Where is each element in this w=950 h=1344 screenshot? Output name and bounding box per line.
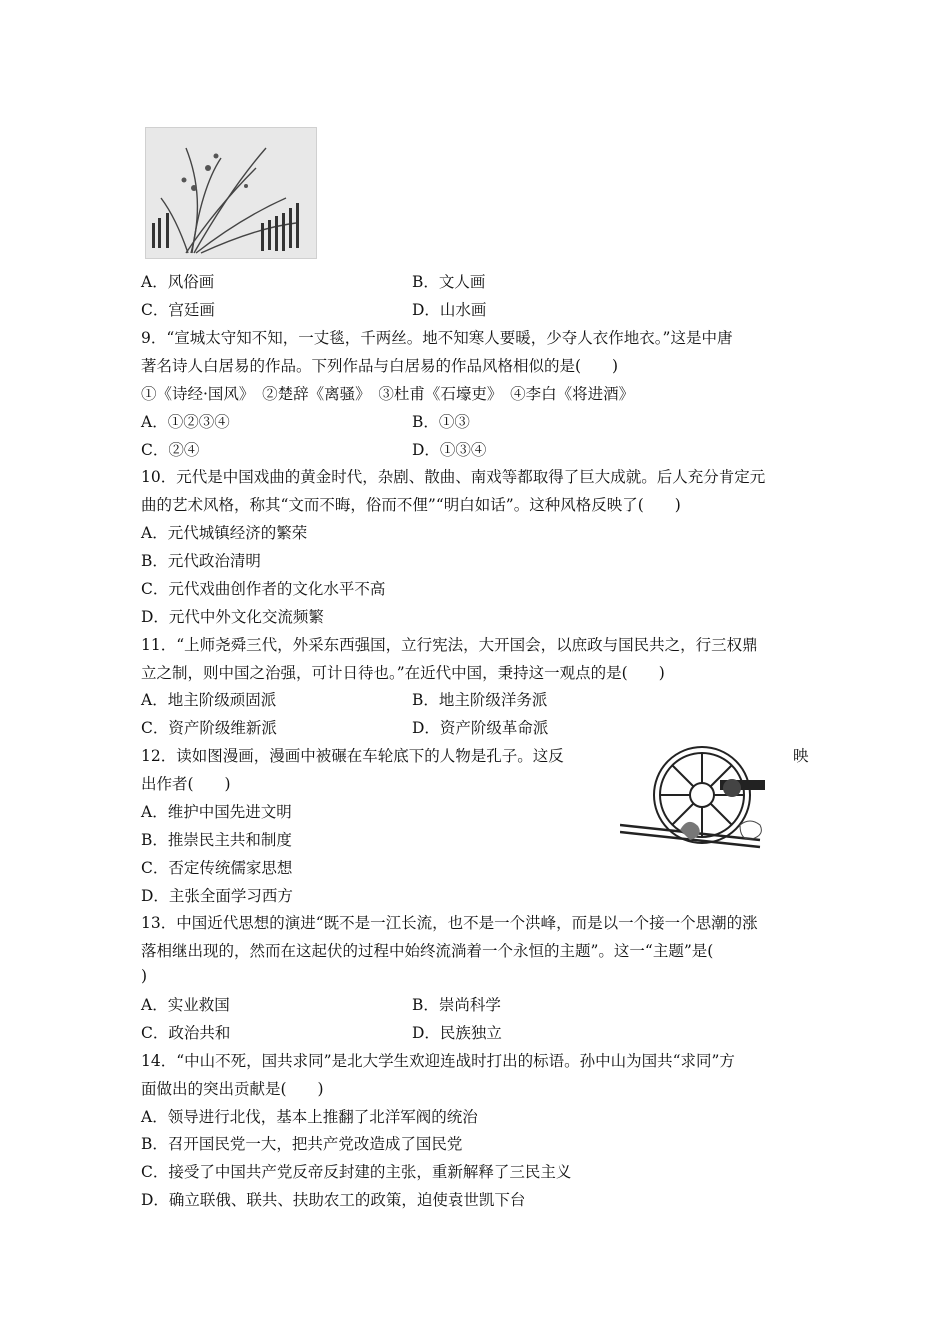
q12-option-d: D．主张全面学习西方 — [141, 887, 293, 905]
q13-option-c: C．政治共和 — [141, 1024, 231, 1042]
q9-items: ①《诗经·国风》 ②楚辞《离骚》 ③杜甫《石壕吏》 ④李白《将进酒》 — [141, 385, 635, 403]
q12-stem-line2: 出作者( ) — [141, 775, 231, 793]
q9-option-d: D．①③④ — [412, 441, 487, 459]
q12-option-b: B．推崇民主共和制度 — [141, 831, 292, 849]
q8-option-b: B．文人画 — [412, 273, 486, 291]
q10-option-c: C．元代戏曲创作者的文化水平不高 — [141, 580, 386, 598]
q10-option-b: B．元代政治清明 — [141, 552, 261, 570]
q13-stem-line3: ) — [141, 967, 148, 985]
q10-stem-line1: 10．元代是中国戏曲的黄金时代，杂剧、散曲、南戏等都取得了巨大成就。后人充分肯定元 — [141, 468, 766, 486]
q9-stem-line2: 著名诗人白居易的作品。下列作品与白居易的作品风格相似的是( ) — [141, 357, 619, 375]
q12-stem-line1-tail: 映 — [793, 747, 809, 765]
q13-option-d: D．民族独立 — [412, 1024, 502, 1042]
q13-option-b: B．崇尚科学 — [412, 996, 501, 1014]
orchid-painting-image — [145, 127, 317, 259]
q10-option-d: D．元代中外文化交流频繁 — [141, 608, 324, 626]
q13-option-a: A．实业救国 — [141, 996, 230, 1014]
q14-option-b: B．召开国民党一大，把共产党改造成了国民党 — [141, 1135, 463, 1153]
q12-option-c: C．否定传统儒家思想 — [141, 859, 293, 877]
q11-option-b: B．地主阶级洋务派 — [412, 691, 548, 709]
q14-stem-line2: 面做出的突出贡献是( ) — [141, 1080, 324, 1098]
q11-option-c: C．资产阶级维新派 — [141, 719, 277, 737]
q13-stem-line1: 13．中国近代思想的演进“既不是一江长流，也不是一个洪峰，而是以一个接一个思潮的涨 — [141, 914, 758, 932]
q8-option-d: D．山水画 — [412, 301, 487, 319]
q12-stem-line1: 12．读如图漫画，漫画中被碾在车轮底下的人物是孔子。这反 — [141, 747, 564, 765]
q9-option-a: A．①②③④ — [141, 413, 230, 431]
q14-option-a: A．领导进行北伐，基本上推翻了北洋军阀的统治 — [141, 1108, 478, 1126]
q11-option-a: A．地主阶级顽固派 — [141, 691, 277, 709]
q9-stem-line1: 9．“宣城太守知不知，一丈毯，千两丝。地不知寒人要暖，少夺人衣作地衣。”这是中唐 — [141, 329, 733, 347]
q13-stem-line2: 落相继出现的，然而在这起伏的过程中始终流淌着一个永恒的主题”。这一“主题”是( — [141, 942, 714, 960]
q11-stem-line1: 11．“上师尧舜三代，外采东西强国，立行宪法，大开国会，以庶政与国民共之，行三权鼎 — [141, 636, 758, 654]
q11-stem-line2: 立之制，则中国之治强，可计日待也。”在近代中国，秉持这一观点的是( ) — [141, 664, 665, 682]
q8-option-c: C．宫廷画 — [141, 301, 215, 319]
train-wheel-cartoon-image — [620, 740, 770, 858]
q8-option-a: A．风俗画 — [141, 273, 215, 291]
q10-option-a: A．元代城镇经济的繁荣 — [141, 524, 308, 542]
q10-stem-line2: 曲的艺术风格，称其“文而不晦，俗而不俚”“明白如话”。这种风格反映了( ) — [141, 496, 681, 514]
q9-option-c: C．②④ — [141, 441, 200, 459]
q12-option-a: A．维护中国先进文明 — [141, 803, 292, 821]
q11-option-d: D．资产阶级革命派 — [412, 719, 549, 737]
q14-option-c: C．接受了中国共产党反帝反封建的主张，重新解释了三民主义 — [141, 1163, 572, 1181]
q9-option-b: B．①③ — [412, 413, 470, 431]
q14-option-d: D．确立联俄、联共、扶助农工的政策，迫使袁世凯下台 — [141, 1191, 526, 1209]
q14-stem-line1: 14．“中山不死，国共求同”是北大学生欢迎连战时打出的标语。孙中山为国共“求同”方 — [141, 1052, 735, 1070]
